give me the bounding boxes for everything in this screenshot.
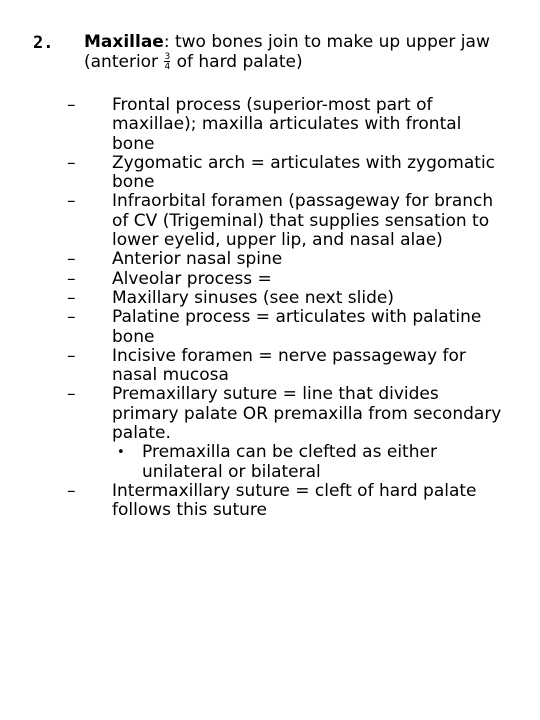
list-item-incisive-foramen bbox=[0, 347, 502, 386]
list-item-text: Premaxillary suture = line that divides primary palate OR premaxilla from secondary palate. bbox=[112, 384, 502, 444]
dash-marker: – bbox=[67, 345, 76, 366]
dash-marker: – bbox=[67, 95, 76, 115]
bone-feature-list bbox=[0, 96, 540, 521]
dash-marker: – bbox=[67, 384, 76, 405]
list-item-text: Anterior nasal spine bbox=[112, 249, 283, 270]
dash-marker: – bbox=[67, 191, 76, 212]
dash-marker: – bbox=[67, 480, 76, 501]
list-item-text: Incisive foramen = nerve passageway for nasal mucosa bbox=[112, 345, 466, 386]
dash-marker: – bbox=[67, 249, 76, 270]
heading-description: two bones join to make up upper jaw (anterior bbox=[84, 32, 490, 72]
list-item-text: Palatine process = articulates with palatine bone bbox=[112, 307, 482, 347]
list-item-intermaxillary-suture bbox=[0, 482, 502, 521]
list-item-text: Maxillary sinuses (see next slide) bbox=[112, 287, 394, 308]
list-item-text: Infraorbital foramen (passageway for branch of CV (Trigeminal) that supplies sensation to lower eyelid, upper lip, and nasal alae) bbox=[112, 191, 494, 251]
list-item-text: Intermaxillary suture = cleft of hard palate follows this suture bbox=[112, 480, 477, 521]
heading-colon: : bbox=[163, 32, 170, 52]
list-item-anterior-nasal-spine bbox=[0, 250, 502, 269]
dash-marker: – bbox=[67, 152, 76, 173]
fraction-denominator: 4 bbox=[164, 62, 171, 72]
dash-marker: – bbox=[67, 268, 76, 289]
list-item-premaxillary-suture bbox=[0, 385, 502, 443]
section-number: 2. bbox=[33, 33, 54, 53]
list-item-text: Frontal process (superior-most part of maxillae); maxilla articulates with frontal bone bbox=[112, 95, 462, 154]
fraction-three-quarters bbox=[164, 53, 170, 71]
dash-marker: – bbox=[67, 307, 76, 328]
list-item-text: Alveolar process = bbox=[112, 268, 272, 289]
sub-item-text: Premaxilla can be clefted as either unilateral or bilateral bbox=[142, 442, 437, 482]
list-item-frontal-process bbox=[0, 96, 502, 154]
list-item-alveolar-process bbox=[0, 270, 502, 289]
list-item-infraorbital-foramen bbox=[0, 192, 502, 250]
dash-marker: – bbox=[67, 287, 76, 308]
heading-description-end: of hard palate) bbox=[176, 52, 303, 72]
bullet-marker: • bbox=[117, 445, 125, 461]
list-item-maxillary-sinuses bbox=[0, 289, 502, 308]
list-item-palatine-process bbox=[0, 308, 502, 347]
heading-term: Maxillae bbox=[84, 32, 164, 52]
section-heading bbox=[84, 32, 524, 72]
list-item-zygomatic-arch bbox=[0, 154, 502, 193]
sub-item-premaxilla-cleft bbox=[0, 443, 502, 482]
fraction-numerator: 3 bbox=[164, 52, 171, 62]
list-item-text: Zygomatic arch = articulates with zygomatic bone bbox=[112, 152, 496, 193]
